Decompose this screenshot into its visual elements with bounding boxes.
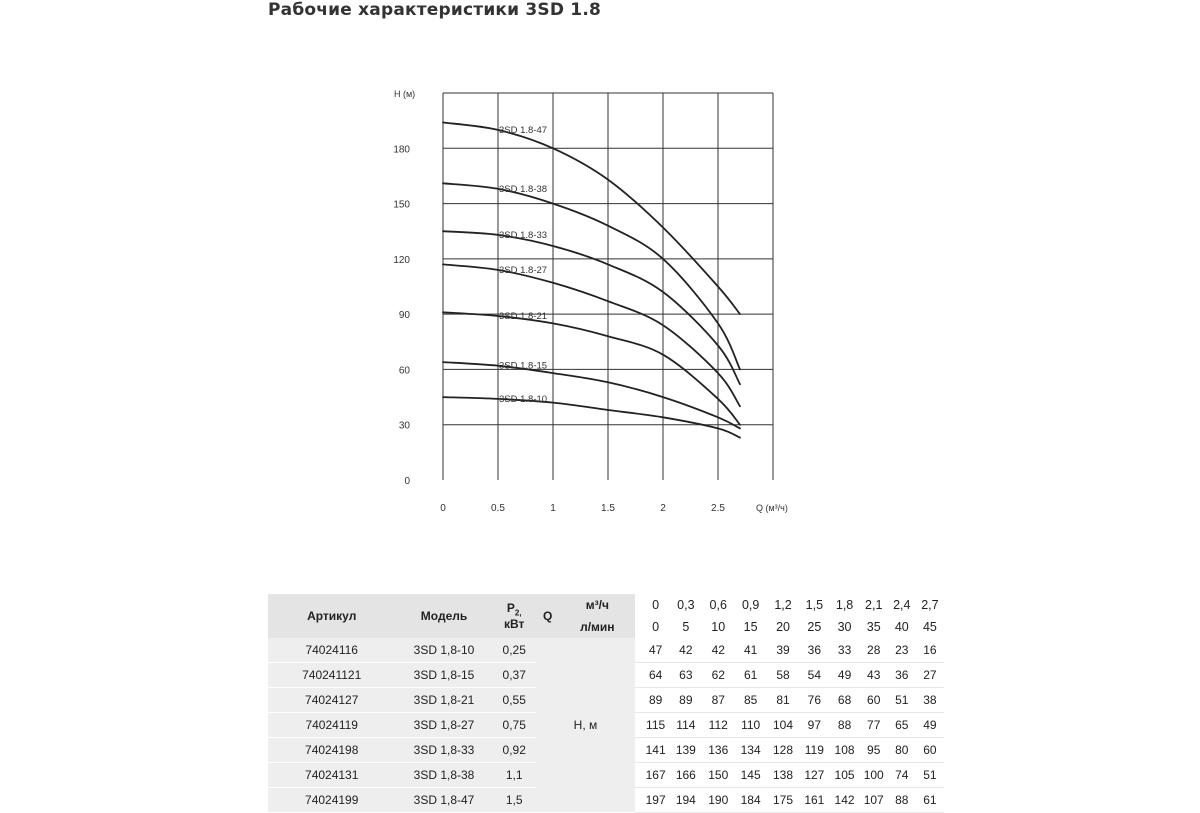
cell-article: 74024119 xyxy=(268,713,395,738)
page-title: Рабочие характеристики 3SD 1.8 xyxy=(268,0,602,20)
cell-head-value: 190 xyxy=(702,788,734,813)
cell-head-value: 64 xyxy=(642,663,670,688)
cell-head-value: 88 xyxy=(829,713,859,738)
y-tick-label: 90 xyxy=(398,310,410,322)
header-q-m3h-value: 0,6 xyxy=(702,594,734,616)
cell-head-value: 194 xyxy=(670,788,702,813)
cell-head-value: 62 xyxy=(702,663,734,688)
cell-model: 3SD 1,8-27 xyxy=(395,713,492,738)
series-label: 3SD 1.8-21 xyxy=(499,310,548,322)
cell-head-value: 76 xyxy=(799,688,829,713)
cell-head-value: 184 xyxy=(734,788,766,813)
cell-head-value: 23 xyxy=(888,638,916,663)
cell-head-value: 65 xyxy=(888,713,916,738)
cell-head-value: 139 xyxy=(670,738,702,763)
header-q-lmin-value: 25 xyxy=(799,616,829,638)
header-q-m3h-value: 0 xyxy=(642,594,670,616)
cell-head-value: 138 xyxy=(767,763,799,788)
cell-power: 0,75 xyxy=(493,713,536,738)
header-q-m3h-value: 1,5 xyxy=(799,594,829,616)
cell-head-value: 136 xyxy=(702,738,734,763)
cell-model: 3SD 1,8-21 xyxy=(395,688,492,713)
table-header-row-m3h xyxy=(268,594,944,616)
cell-model: 3SD 1,8-38 xyxy=(395,763,492,788)
cell-head-value: 51 xyxy=(916,763,944,788)
cell-head-value: 42 xyxy=(670,638,702,663)
cell-power: 1,1 xyxy=(493,763,536,788)
x-tick-label: 2.5 xyxy=(711,503,725,514)
cell-head-value: 134 xyxy=(734,738,766,763)
cell-head-value: 60 xyxy=(860,688,888,713)
header-q-m3h-value: 0,9 xyxy=(734,594,766,616)
cell-head-value: 49 xyxy=(829,663,859,688)
y-tick-label: 120 xyxy=(393,254,410,266)
cell-power: 0,37 xyxy=(493,663,536,688)
cell-head-value: 108 xyxy=(829,738,859,763)
cell-model: 3SD 1,8-47 xyxy=(395,788,492,813)
header-q-m3h-value: 2,1 xyxy=(860,594,888,616)
cell-head-value: 104 xyxy=(767,713,799,738)
cell-head-value: 115 xyxy=(642,713,670,738)
header-q-lmin-value: 20 xyxy=(767,616,799,638)
cell-head-value: 51 xyxy=(888,688,916,713)
header-q-lmin-value: 45 xyxy=(916,616,944,638)
cell-article: 740241121 xyxy=(268,663,395,688)
cell-head-value: 49 xyxy=(916,713,944,738)
cell-head-value: 197 xyxy=(642,788,670,813)
cell-head-value: 39 xyxy=(767,638,799,663)
cell-head-value: 28 xyxy=(860,638,888,663)
cell-head-value: 161 xyxy=(799,788,829,813)
cell-power: 1,5 xyxy=(493,788,536,813)
cell-head-value: 61 xyxy=(734,663,766,688)
cell-head-value: 38 xyxy=(916,688,944,713)
cell-head-value: 61 xyxy=(916,788,944,813)
header-model: Модель xyxy=(395,594,492,638)
series-label: 3SD 1.8-27 xyxy=(499,264,548,276)
cell-model: 3SD 1,8-33 xyxy=(395,738,492,763)
cell-head-value: 105 xyxy=(829,763,859,788)
header-q-m3h-value: 2,4 xyxy=(888,594,916,616)
cell-head-value: 107 xyxy=(860,788,888,813)
cell-head-value: 127 xyxy=(799,763,829,788)
header-q-lmin-value: 5 xyxy=(670,616,702,638)
cell-head-value: 141 xyxy=(642,738,670,763)
table-row xyxy=(268,638,944,663)
cell-head-value: 112 xyxy=(702,713,734,738)
cell-head-value: 100 xyxy=(860,763,888,788)
cell-article: 74024116 xyxy=(268,638,395,663)
header-q-m3h-value: 1,8 xyxy=(829,594,859,616)
series-line xyxy=(443,231,740,384)
cell-head-value: 166 xyxy=(670,763,702,788)
cell-head-value: 150 xyxy=(702,763,734,788)
series-label: 3SD 1.8-47 xyxy=(499,124,548,136)
cell-head-value: 33 xyxy=(829,638,859,663)
spec-table xyxy=(268,594,944,813)
series-label: 3SD 1.8-10 xyxy=(499,393,548,405)
cell-power: 0,92 xyxy=(493,738,536,763)
cell-head-value: 142 xyxy=(829,788,859,813)
cell-head-value: 63 xyxy=(670,663,702,688)
cell-power: 0,55 xyxy=(493,688,536,713)
header-unit-m3h: м³/ч xyxy=(560,594,636,616)
cell-head-value: 81 xyxy=(767,688,799,713)
cell-head-value: 54 xyxy=(799,663,829,688)
cell-head-value: 43 xyxy=(860,663,888,688)
header-q-lmin-value: 35 xyxy=(860,616,888,638)
header-q-m3h-value: 1,2 xyxy=(767,594,799,616)
header-q-lmin-value: 10 xyxy=(702,616,734,638)
cell-head-value: 27 xyxy=(916,663,944,688)
cell-head-value: 80 xyxy=(888,738,916,763)
cell-head-value: 47 xyxy=(642,638,670,663)
table-body xyxy=(268,638,944,813)
cell-power: 0,25 xyxy=(493,638,536,663)
cell-head-value: 16 xyxy=(916,638,944,663)
cell-head-value: 77 xyxy=(860,713,888,738)
y-tick-label: 60 xyxy=(398,365,410,377)
header-power-unit: кВт xyxy=(504,617,525,632)
cell-head-value: 58 xyxy=(767,663,799,688)
cell-head-value: 175 xyxy=(767,788,799,813)
header-power-symbol: P xyxy=(506,600,515,615)
cell-head-value: 110 xyxy=(734,713,766,738)
x-axis-label: Q (м³/ч) xyxy=(756,503,788,513)
cell-head-value: 128 xyxy=(767,738,799,763)
x-tick-label: 0 xyxy=(440,503,446,514)
header-article: Артикул xyxy=(268,594,395,638)
header-power-subscript: 2, xyxy=(514,608,522,618)
cell-head-value: 60 xyxy=(916,738,944,763)
header-q: Q xyxy=(536,594,560,638)
y-tick-label: 150 xyxy=(393,199,410,211)
cell-head-value: 68 xyxy=(829,688,859,713)
cell-head-value: 85 xyxy=(734,688,766,713)
x-tick-label: 2 xyxy=(660,503,666,514)
cell-head-value: 36 xyxy=(799,638,829,663)
cell-head-value: 97 xyxy=(799,713,829,738)
cell-head-value: 89 xyxy=(670,688,702,713)
x-tick-label: 1 xyxy=(550,503,556,514)
cell-head-value: 119 xyxy=(799,738,829,763)
series-label: 3SD 1.8-15 xyxy=(499,360,548,372)
header-q-lmin-value: 40 xyxy=(888,616,916,638)
y-axis-label: H (м) xyxy=(394,89,416,99)
cell-head-value: 36 xyxy=(888,663,916,688)
header-q-lmin-value: 30 xyxy=(829,616,859,638)
header-unit-lmin: л/мин xyxy=(560,616,636,638)
cell-head-value: 145 xyxy=(734,763,766,788)
cell-article: 74024198 xyxy=(268,738,395,763)
cell-head-value: 114 xyxy=(670,713,702,738)
x-tick-label: 0.5 xyxy=(491,503,505,514)
y-tick-label: 30 xyxy=(398,420,410,432)
series-line xyxy=(443,264,740,406)
cell-h-label: Н, м xyxy=(536,638,635,813)
header-q-lmin-value: 0 xyxy=(642,616,670,638)
header-q-m3h-value: 0,3 xyxy=(670,594,702,616)
cell-head-value: 41 xyxy=(734,638,766,663)
cell-head-value: 95 xyxy=(860,738,888,763)
cell-article: 74024131 xyxy=(268,763,395,788)
series-line xyxy=(443,362,740,428)
series-line xyxy=(443,397,740,438)
header-q-lmin-value: 15 xyxy=(734,616,766,638)
cell-head-value: 88 xyxy=(888,788,916,813)
series-line xyxy=(443,183,740,369)
cell-head-value: 74 xyxy=(888,763,916,788)
y-tick-label: 180 xyxy=(393,144,410,156)
header-power xyxy=(493,594,536,638)
cell-head-value: 167 xyxy=(642,763,670,788)
cell-article: 74024199 xyxy=(268,788,395,813)
cell-head-value: 89 xyxy=(642,688,670,713)
x-tick-label: 1.5 xyxy=(601,503,615,514)
cell-model: 3SD 1,8-10 xyxy=(395,638,492,663)
cell-head-value: 42 xyxy=(702,638,734,663)
cell-model: 3SD 1,8-15 xyxy=(395,663,492,688)
cell-head-value: 87 xyxy=(702,688,734,713)
y-tick-label: 0 xyxy=(404,476,410,487)
header-q-m3h-value: 2,7 xyxy=(916,594,944,616)
cell-article: 74024127 xyxy=(268,688,395,713)
series-label: 3SD 1.8-38 xyxy=(499,183,548,195)
series-label: 3SD 1.8-33 xyxy=(499,229,548,241)
